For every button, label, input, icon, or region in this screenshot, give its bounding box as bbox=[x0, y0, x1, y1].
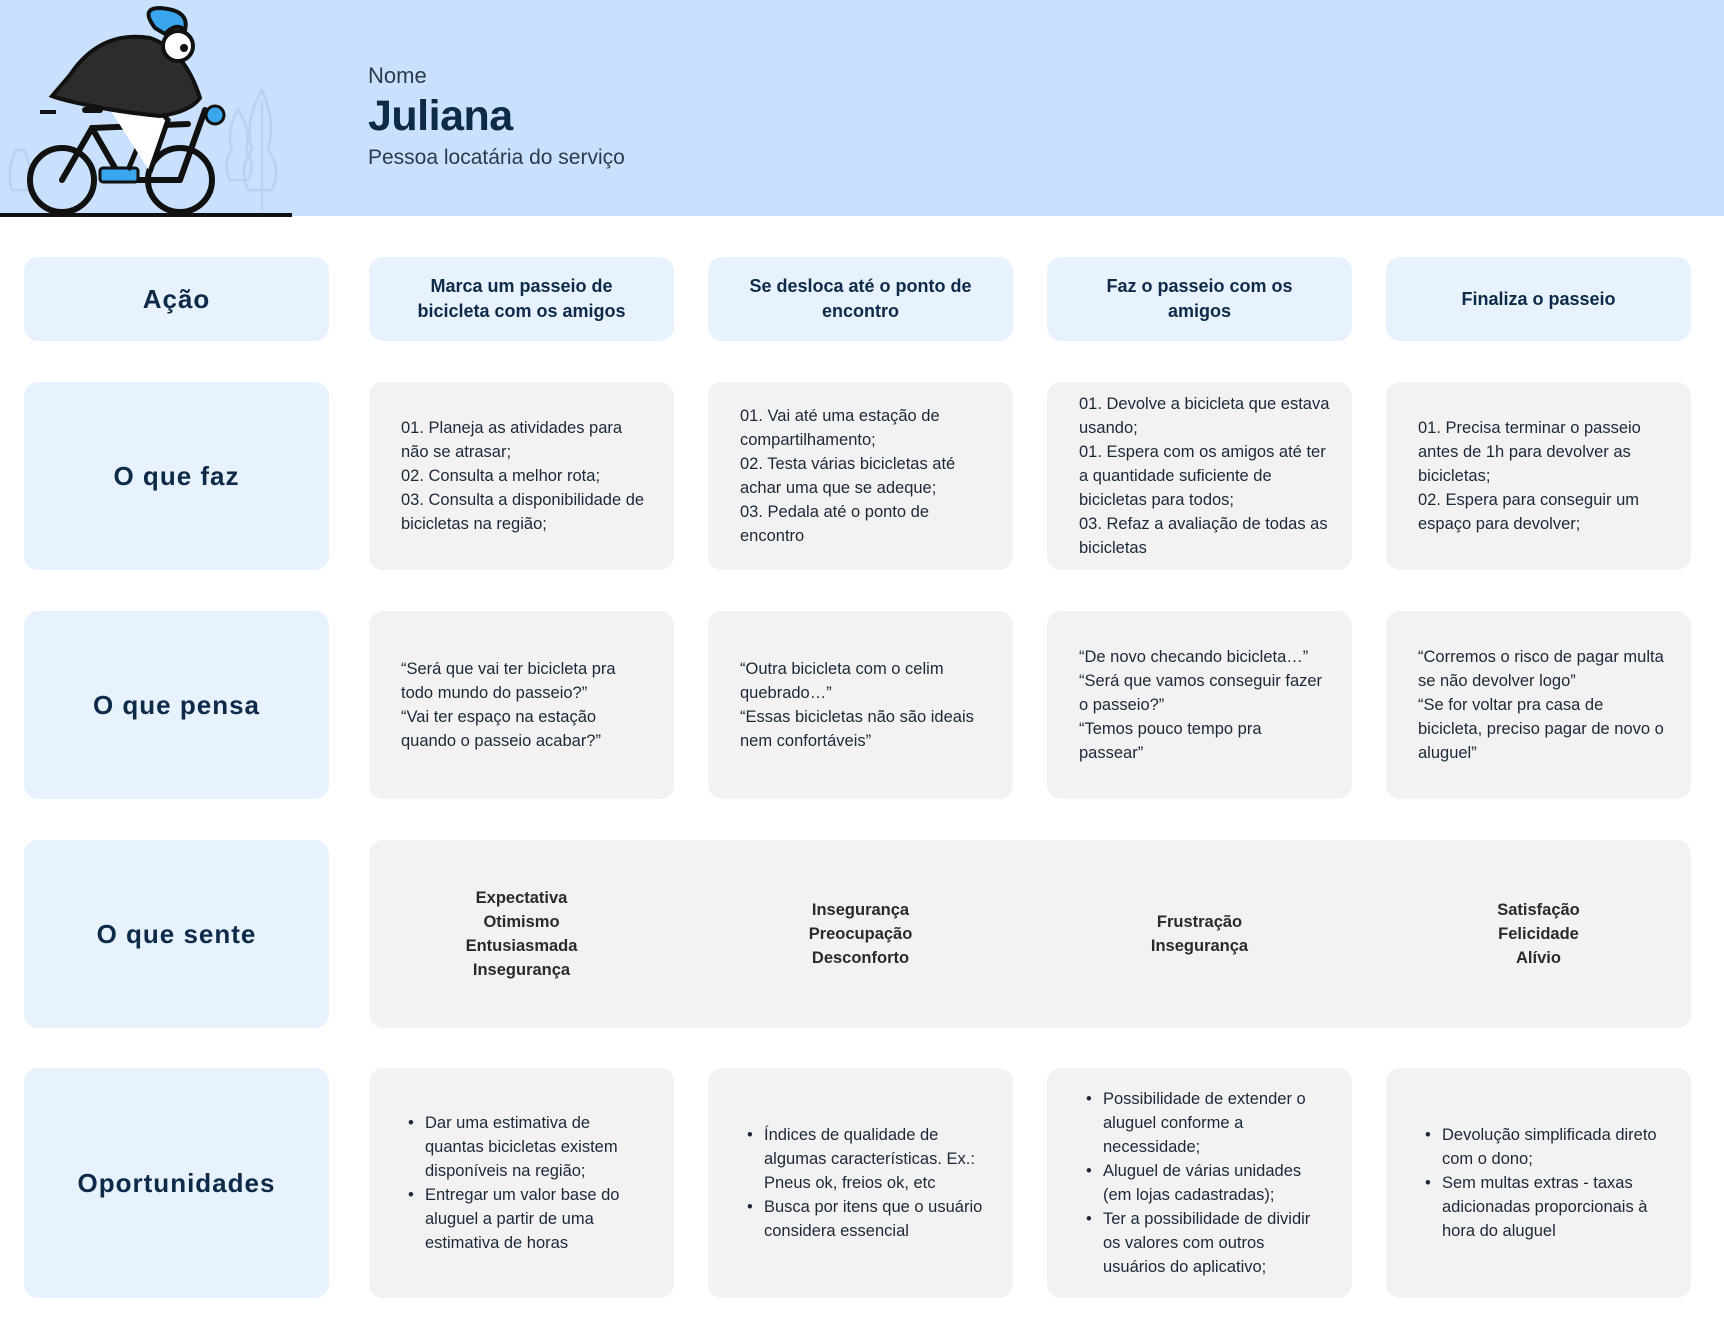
persona-info bbox=[368, 62, 625, 172]
opportunity-item: • Ter a possibilidade de dividir os valores com outros usuários do aplicativo; bbox=[1079, 1207, 1330, 1279]
does-item: 01. Planeja as atividades para não se atrasar; bbox=[401, 419, 623, 461]
thought-quote: “Essas bicicletas não são ideais nem confortáveis” bbox=[740, 708, 974, 750]
does-item: 01. Vai até uma estação de compartilhamento; bbox=[740, 407, 940, 449]
feeling: Preocupação bbox=[808, 925, 913, 943]
feeling: Entusiasmada bbox=[465, 937, 578, 955]
feeling: Felicidade bbox=[1498, 925, 1579, 943]
thought-quote: “Será que vamos conseguir fazer o passeio?” bbox=[1079, 672, 1323, 714]
does-card-2 bbox=[708, 382, 1013, 570]
feeling: Frustração bbox=[1156, 913, 1243, 931]
row-label-o-que-pensa: O que pensa bbox=[24, 611, 329, 799]
action-card-1: Marca um passeio de bicicleta com os amigos bbox=[369, 257, 674, 341]
row-label-acao: Ação bbox=[24, 257, 329, 341]
persona-role: Pessoa locatária do serviço bbox=[368, 146, 625, 169]
opportunity-item: • Entregar um valor base do aluguel a partir de uma estimativa de horas bbox=[401, 1183, 652, 1255]
thinks-card-4 bbox=[1386, 611, 1691, 799]
does-item: 02. Consulta a melhor rota; bbox=[401, 467, 601, 485]
opportunity-item: • Dar uma estimativa de quantas bicicletas existem disponíveis na região; bbox=[401, 1111, 652, 1183]
does-card-4 bbox=[1386, 382, 1691, 570]
opportunities-card-3 bbox=[1047, 1068, 1352, 1298]
does-item: 03. Consulta a disponibilidade de bicicletas na região; bbox=[401, 491, 645, 533]
thinks-card-3 bbox=[1047, 611, 1352, 799]
row-label-oportunidades: Oportunidades bbox=[24, 1068, 329, 1298]
feelings-stage-3 bbox=[1047, 840, 1352, 1028]
action-card-3: Faz o passeio com os amigos bbox=[1047, 257, 1352, 341]
feeling: Alívio bbox=[1516, 949, 1561, 967]
feeling: Insegurança bbox=[1150, 937, 1249, 955]
ground-line bbox=[0, 213, 292, 217]
opportunities-card-1 bbox=[369, 1068, 674, 1298]
row-label-o-que-faz: O que faz bbox=[24, 382, 329, 570]
action-card-2: Se desloca até o ponto de encontro bbox=[708, 257, 1013, 341]
feeling: Expectativa bbox=[475, 889, 568, 907]
opportunity-item: • Aluguel de várias unidades (em lojas cadastradas); bbox=[1079, 1159, 1330, 1207]
feelings-stage-2 bbox=[708, 840, 1013, 1028]
feelings-panel bbox=[369, 840, 1691, 1028]
opportunities-card-2 bbox=[708, 1068, 1013, 1298]
feeling: Desconforto bbox=[811, 949, 910, 967]
opportunity-item: • Possibilidade de extender o aluguel conforme a necessidade; bbox=[1079, 1087, 1330, 1159]
feeling: Insegurança bbox=[811, 901, 910, 919]
feeling: Insegurança bbox=[472, 961, 571, 979]
row-label-o-que-sente: O que sente bbox=[24, 840, 329, 1028]
action-card-4: Finaliza o passeio bbox=[1386, 257, 1691, 341]
thinks-card-2 bbox=[708, 611, 1013, 799]
thought-quote: “Se for voltar pra casa de bicicleta, preciso pagar de novo o aluguel” bbox=[1418, 696, 1664, 762]
opportunity-item: • Índices de qualidade de algumas características. Ex.: Pneus ok, freios ok, etc bbox=[740, 1123, 991, 1195]
thought-quote: “Temos pouco tempo pra passear” bbox=[1079, 720, 1262, 762]
feeling: Otimismo bbox=[483, 913, 560, 931]
does-item: 03. Refaz a avaliação de todas as bicicletas bbox=[1079, 515, 1328, 557]
does-item: 01. Espera com os amigos até ter a quantidade suficiente de bicicletas para todos; bbox=[1079, 443, 1326, 509]
opportunity-item: • Devolução simplificada direto com o dono; bbox=[1418, 1123, 1669, 1171]
thinks-card-1 bbox=[369, 611, 674, 799]
thought-quote: “Corremos o risco de pagar multa se não devolver logo” bbox=[1418, 648, 1664, 690]
cyclist-illustration bbox=[0, 0, 300, 216]
does-item: 02. Espera para conseguir um espaço para devolver; bbox=[1418, 491, 1640, 533]
thought-quote: “Será que vai ter bicicleta pra todo mundo do passeio?” bbox=[401, 660, 616, 702]
feeling: Satisfação bbox=[1497, 901, 1580, 919]
thought-quote: “Outra bicicleta com o celim quebrado…” bbox=[740, 660, 944, 702]
opportunity-item: • Busca por itens que o usuário considera essencial bbox=[740, 1195, 991, 1243]
does-item: 02. Testa várias bicicletas até achar uma que se adeque; bbox=[740, 455, 956, 497]
feelings-stage-1 bbox=[369, 840, 674, 1028]
persona-label: Nome bbox=[368, 63, 427, 88]
does-item: 01. Devolve a bicicleta que estava usando; bbox=[1079, 395, 1330, 437]
thought-quote: “Vai ter espaço na estação quando o passeio acabar?” bbox=[401, 708, 601, 750]
does-item: 01. Precisa terminar o passeio antes de 1h para devolver as bicicletas; bbox=[1418, 419, 1641, 485]
does-card-3 bbox=[1047, 382, 1352, 570]
thought-quote: “De novo checando bicicleta…” bbox=[1079, 648, 1309, 666]
persona-name: Juliana bbox=[368, 92, 513, 140]
does-card-1 bbox=[369, 382, 674, 570]
opportunity-item: • Sem multas extras - taxas adicionadas proporcionais à hora do aluguel bbox=[1418, 1171, 1669, 1243]
feelings-stage-4 bbox=[1386, 840, 1691, 1028]
opportunities-card-4 bbox=[1386, 1068, 1691, 1298]
does-item: 03. Pedala até o ponto de encontro bbox=[740, 503, 929, 545]
